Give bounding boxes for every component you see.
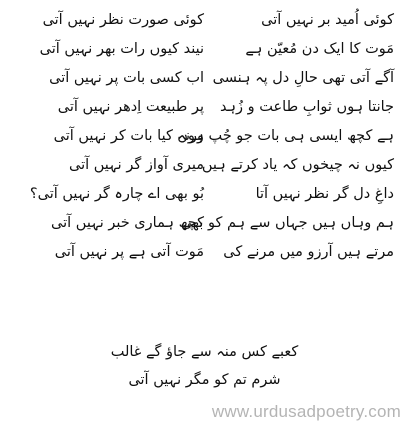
couplet-line: کوئی صورت نظر نہیں آتی — [42, 12, 204, 28]
couplet-line: آگے آتی تھی حالِ دل پہ ہنسی — [212, 70, 394, 86]
couplet-line: میری آواز گر نہیں آتی — [69, 157, 204, 173]
couplet-line: کوئی اُمید بر نہیں آتی — [261, 12, 394, 28]
couplet-7 — [8, 182, 400, 206]
maqta-line-2: شرم تم کو مگر نہیں آتی — [128, 372, 281, 388]
couplet-3 — [8, 66, 400, 90]
watermark-url: www.urdusadpoetry.com — [211, 402, 401, 421]
couplet-line: داغِ دل گر نظر نہیں آتا — [255, 186, 394, 202]
couplet-line: اب کسی بات پر نہیں آتی — [49, 70, 204, 86]
couplet-2 — [8, 37, 400, 61]
couplet-line: بُو بھی اے چارہ گر نہیں آتی؟ — [29, 186, 204, 202]
couplet-line: کچھ ہماری خبر نہیں آتی — [51, 215, 204, 231]
couplet-line: ہے کچھ ایسی ہی بات جو چُپ ہوں — [177, 128, 394, 144]
couplet-line: پر طبیعت اِدھر نہیں آتی — [57, 99, 204, 115]
maqta-line-1: کعبے کس منہ سے جاؤ گے غالب — [110, 344, 299, 360]
couplet-4 — [8, 95, 400, 119]
couplet-5 — [8, 124, 400, 148]
couplet-line: ہم وہاں ہیں جہاں سے ہم کو بھی — [180, 215, 394, 231]
couplet-line: ورنہ کیا بات کر نہیں آتی — [53, 128, 204, 144]
couplet-line: مرتے ہیں آرزو میں مرنے کی — [223, 244, 394, 260]
couplet-line: جانتا ہوں ثوابِ طاعت و زُہد — [219, 99, 394, 115]
couplet-1 — [8, 8, 400, 32]
couplet-8 — [8, 211, 400, 235]
couplet-line: مَوت آتی ہے پر نہیں آتی — [54, 244, 204, 260]
couplet-line: کیوں نہ چیخوں کہ یاد کرتے ہیں — [201, 157, 394, 173]
couplet-9 — [8, 240, 400, 264]
couplet-line: مَوت کا ایک دن مُعیّن ہے — [245, 41, 394, 57]
couplet-line: نیند کیوں رات بھر نہیں آتی — [39, 41, 204, 57]
couplet-6 — [8, 153, 400, 177]
